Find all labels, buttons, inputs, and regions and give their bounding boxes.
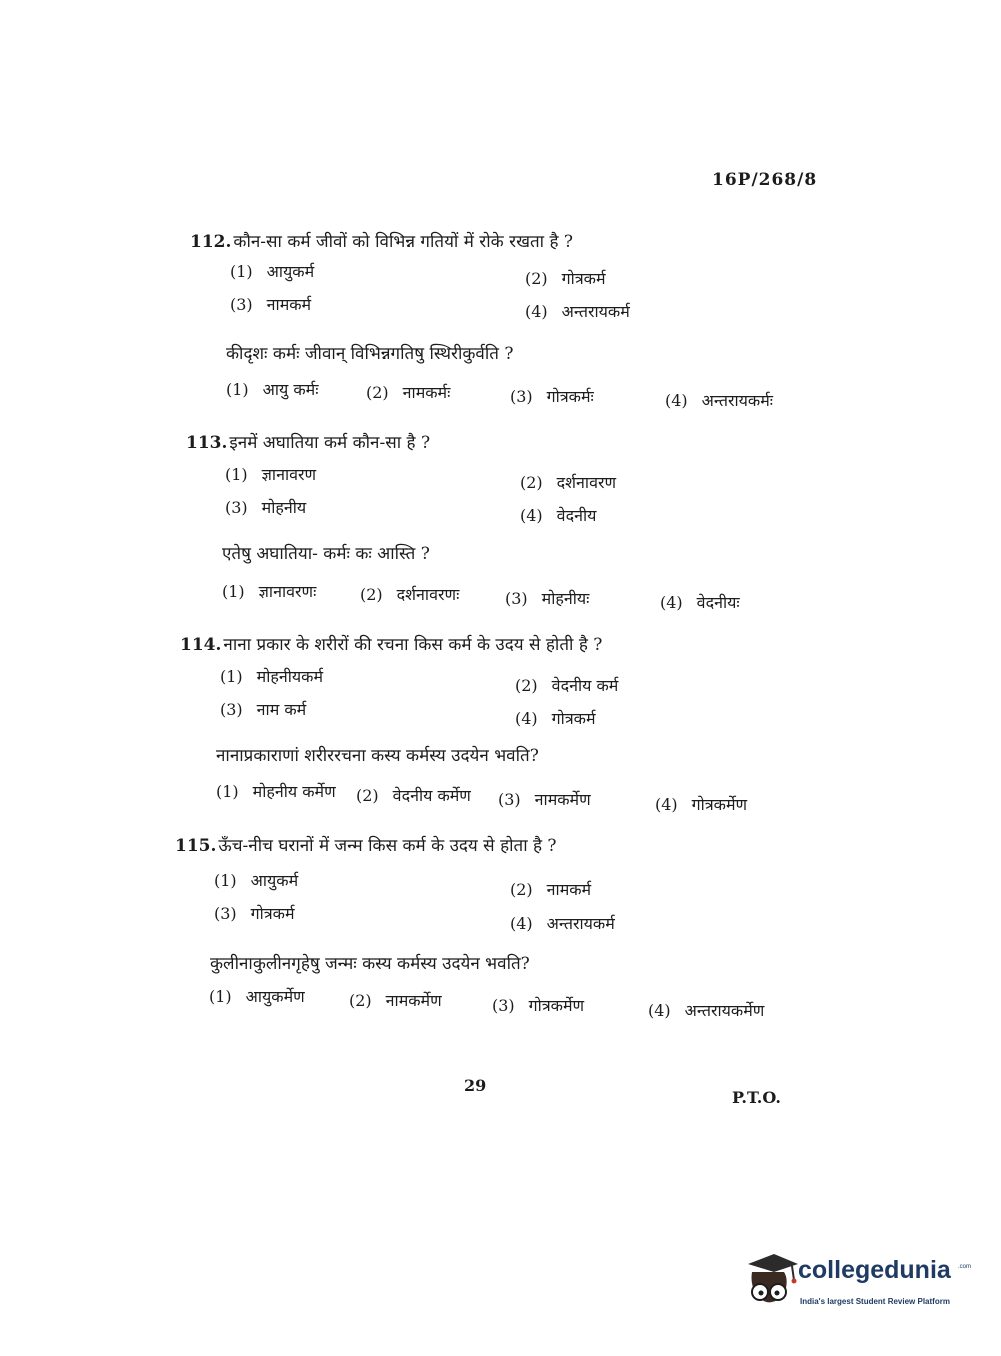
collegedunia-logo	[742, 1250, 972, 1320]
question-text: कौन-सा कर्म जीवों को विभिन्न गतियों में रोके रखता है ?	[233, 232, 574, 252]
question-number: 112.	[190, 232, 232, 252]
option-113-s4: (4) वेदनीयः	[660, 593, 740, 612]
option-113-s3: (3) मोहनीयः	[505, 589, 590, 608]
option-112-4: (4) अन्तरायकर्म	[525, 302, 630, 321]
question-113-sanskrit: एतेषु अघातिया- कर्मः कः आस्ति ?	[222, 544, 430, 564]
option-115-s3: (3) गोत्रकर्मेण	[492, 996, 585, 1015]
option-114-s4: (4) गोत्रकर्मेण	[655, 795, 748, 814]
logo-brand: collegedunia	[798, 1256, 951, 1284]
question-113-hindi	[186, 430, 430, 453]
question-text: नाना प्रकार के शरीरों की रचना किस कर्म के उदय से होती है ?	[223, 635, 603, 655]
paper-code: 16P/268/8	[712, 170, 818, 190]
question-number: 114.	[180, 635, 222, 655]
option-115-4: (4) अन्तरायकर्म	[510, 914, 615, 933]
question-115-sanskrit: कुलीनाकुलीनगृहेषु जन्मः कस्य कर्मस्य उदयेन भवति?	[210, 954, 530, 974]
option-113-4: (4) वेदनीय	[520, 506, 597, 525]
option-114-4: (4) गोत्रकर्म	[515, 709, 596, 728]
option-114-1: (1) मोहनीयकर्म	[220, 667, 324, 686]
question-112-sanskrit: कीदृशः कर्मः जीवान् विभिन्नगतिषु स्थिरीकुर्वति ?	[226, 344, 514, 364]
option-115-2: (2) नामकर्म	[510, 880, 592, 899]
pto-label: P.T.O.	[732, 1088, 781, 1107]
option-114-s2: (2) वेदनीय कर्मेण	[356, 786, 471, 805]
question-number: 113.	[186, 433, 228, 453]
option-112-s3: (3) गोत्रकर्मः	[510, 387, 594, 406]
mascot-icon	[742, 1250, 800, 1312]
option-115-s1: (1) आयुकर्मेण	[209, 987, 305, 1006]
option-112-s2: (2) नामकर्मः	[366, 383, 451, 402]
option-113-s1: (1) ज्ञानावरणः	[222, 582, 317, 601]
option-112-3: (3) नामकर्म	[230, 295, 312, 314]
option-113-2: (2) दर्शनावरण	[520, 473, 617, 492]
option-112-s1: (1) आयु कर्मः	[226, 380, 319, 399]
logo-domain: .com	[958, 1264, 972, 1270]
option-112-s4: (4) अन्तरायकर्मः	[665, 391, 774, 410]
option-114-3: (3) नाम कर्म	[220, 700, 307, 719]
option-115-s4: (4) अन्तरायकर्मेण	[648, 1001, 765, 1020]
option-113-3: (3) मोहनीय	[225, 498, 307, 517]
page-number: 29	[464, 1076, 487, 1095]
option-112-2: (2) गोत्रकर्म	[525, 269, 606, 288]
option-115-s2: (2) नामकर्मेण	[349, 991, 442, 1010]
question-text: इनमें अघातिया कर्म कौन-सा है ?	[229, 433, 431, 453]
option-114-s3: (3) नामकर्मेण	[498, 790, 591, 809]
option-115-3: (3) गोत्रकर्म	[214, 904, 295, 923]
question-number: 115.	[175, 836, 217, 856]
option-113-s2: (2) दर्शनावरणः	[360, 585, 460, 604]
option-114-s1: (1) मोहनीय कर्मेण	[216, 782, 336, 801]
question-114-sanskrit: नानाप्रकाराणां शरीररचना कस्य कर्मस्य उदयेन भवति?	[216, 746, 539, 766]
option-115-1: (1) आयुकर्म	[214, 871, 299, 890]
option-114-2: (2) वेदनीय कर्म	[515, 676, 619, 695]
option-112-1: (1) आयुकर्म	[230, 262, 315, 281]
logo-tagline: India's largest Student Review Platform	[800, 1297, 950, 1306]
question-114-hindi	[180, 632, 602, 655]
option-113-1: (1) ज्ञानावरण	[225, 465, 317, 484]
question-115-hindi	[175, 833, 557, 856]
question-112-hindi	[190, 229, 573, 252]
question-text: ऊँच-नीच घरानों में जन्म किस कर्म के उदय से होता है ?	[218, 836, 557, 856]
